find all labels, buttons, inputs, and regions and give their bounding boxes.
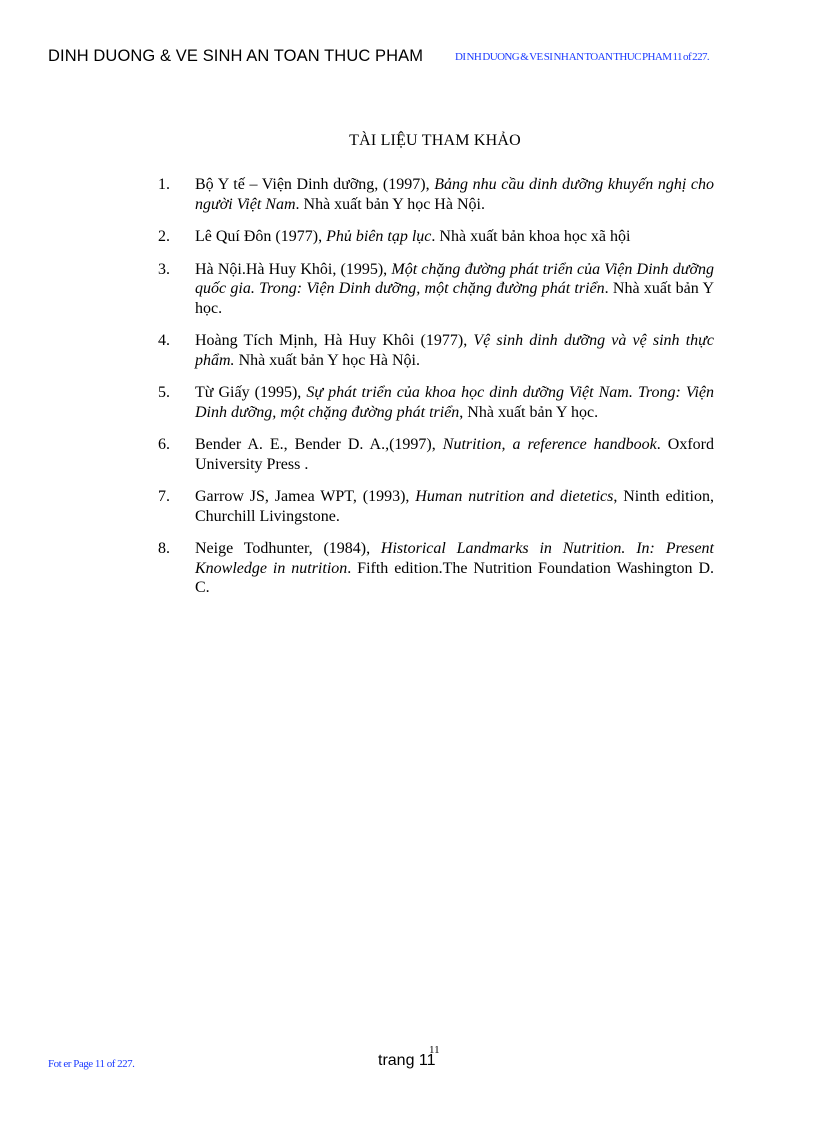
footer-page-count: Fot er Page 11 of 227. [48, 1058, 135, 1070]
reference-title: Human nutrition and dietetics [415, 488, 614, 505]
reference-item-2 [158, 227, 714, 247]
reference-number: 8. [158, 540, 170, 557]
reference-text [195, 383, 714, 422]
reference-publisher: . Oxford University Press . [195, 436, 714, 473]
reference-publisher: . Fifth edition.The Nutrition Foundation Washington D. C. [195, 559, 714, 596]
reference-number: 3. [158, 260, 170, 278]
reference-item-5 [158, 383, 714, 422]
reference-authors: Hà Nội.Hà Huy Khôi, (1995), [195, 260, 392, 278]
reference-authors: Lê Quí Đôn (1977), [195, 228, 327, 245]
reference-title: Phủ biên tạp lục [326, 228, 432, 245]
reference-publisher: Nhà xuất bản Y học Hà Nội. [234, 351, 420, 369]
reference-text [195, 260, 714, 319]
reference-number: 2. [158, 228, 170, 245]
reference-number: 5. [158, 384, 170, 401]
header-running-text: DI NH DUONG & VE SI NH AN TOAN THUC PHAM 11 of 227. [455, 51, 710, 63]
reference-publisher: , Nhà xuất bản Y học. [459, 403, 599, 421]
reference-title: Vệ sinh dinh dưỡng và vệ sinh thực phẩm. [195, 332, 714, 369]
reference-publisher: . Nhà xuất bản Y học. [195, 280, 715, 317]
reference-text [195, 539, 714, 598]
reference-text [195, 175, 714, 214]
reference-item-6 [158, 435, 714, 474]
reference-title: Historical Landmarks in Nutrition. In: Present Knowledge in nutrition [195, 540, 714, 577]
reference-publisher: , Ninth edition, Churchill Livingstone. [195, 488, 714, 525]
reference-item-4 [158, 331, 714, 370]
reference-number: 7. [158, 488, 170, 505]
reference-authors: Bộ Y tế – Viện Dinh dưỡng, (1997), [195, 176, 435, 193]
footer-page-label: trang 11 [378, 1052, 436, 1069]
reference-title: Bảng nhu cầu dinh dưỡng khuyến nghị cho người Việt Nam [195, 176, 714, 213]
reference-authors: Garrow JS, Jamea WPT, (1993), [195, 488, 416, 505]
reference-title: Nutrition, a reference handbook [442, 436, 657, 453]
reference-text [195, 435, 714, 474]
reference-text [195, 487, 714, 526]
reference-item-8 [158, 539, 714, 598]
reference-number: 4. [158, 332, 170, 349]
reference-authors: Từ Giấy (1995), [195, 384, 307, 401]
reference-list [158, 175, 714, 611]
reference-authors: Bender A. E., Bender D. A.,(1997), [195, 436, 443, 453]
reference-authors: Hoàng Tích Mịnh, Hà Huy Khôi (1977), [195, 332, 474, 349]
page-title: TÀI LIỆU THAM KHẢO [349, 132, 521, 149]
reference-title: Một chặng đường phát triển của Viện Dinh dưỡng quốc gia. Trong: Viện Dinh dưỡng, một chặng đường phát triển [195, 260, 714, 297]
reference-number: 6. [158, 436, 170, 453]
reference-publisher: . Nhà xuất bản khoa học xã hội [431, 228, 631, 245]
reference-text [195, 227, 714, 247]
reference-text [195, 331, 714, 370]
footer-page-superscript: 11 [429, 1044, 440, 1056]
header-title: DINH DUONG & VE SINH AN TOAN THUC PHAM [48, 47, 424, 65]
reference-authors: Neige Todhunter, (1984), [195, 540, 381, 557]
reference-title: Sự phát triển của khoa học dinh dưỡng Việt Nam. Trong: Viện Dinh dưỡng, một chặng đường phát triển [195, 384, 715, 421]
reference-item-7 [158, 487, 714, 526]
reference-item-1 [158, 175, 714, 214]
reference-number: 1. [158, 176, 170, 193]
reference-publisher: . Nhà xuất bản Y học Hà Nội. [295, 195, 485, 213]
reference-item-3 [158, 260, 714, 319]
